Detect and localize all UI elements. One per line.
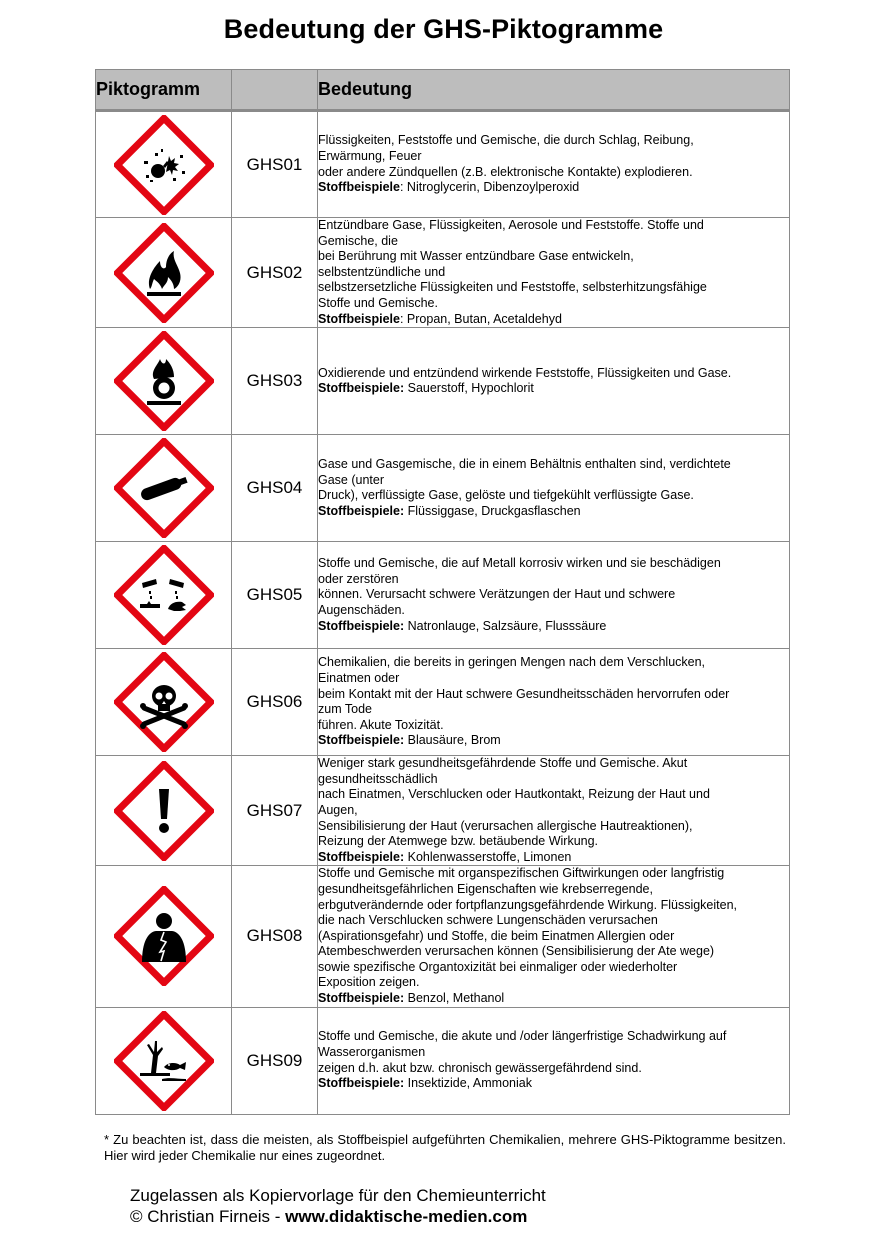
ghs-code: GHS04 bbox=[232, 435, 318, 542]
meaning-line: gesundheitsgefährlichen Eigenschaften wie krebserregende, bbox=[318, 881, 653, 896]
header-pictogram: Piktogramm bbox=[96, 70, 232, 111]
pictogram-cell bbox=[96, 866, 232, 1007]
table-row bbox=[96, 111, 790, 218]
examples-value: Propan, Butan, Acetaldehyd bbox=[406, 311, 562, 326]
flame-icon bbox=[114, 223, 214, 323]
header-code bbox=[232, 70, 318, 111]
table-row bbox=[96, 542, 790, 649]
meaning-line: selbstentzündliche und bbox=[318, 264, 446, 279]
meaning-cell bbox=[318, 542, 790, 649]
table-header-row bbox=[96, 70, 790, 111]
meaning-line: (Aspirationsgefahr) und Stoffe, die beim Einatmen Allergien oder bbox=[318, 928, 675, 943]
pictogram-cell bbox=[96, 542, 232, 649]
meaning-line: Chemikalien, die bereits in geringen Mengen nach dem Verschlucken, bbox=[318, 655, 706, 670]
ghs-code: GHS09 bbox=[232, 1007, 318, 1114]
ghs-table bbox=[95, 69, 790, 1115]
meaning-cell bbox=[318, 1007, 790, 1114]
meaning-line: Gase (unter bbox=[318, 472, 385, 487]
table-row bbox=[96, 435, 790, 542]
examples-label: Stoffbeispiele: bbox=[318, 733, 405, 748]
meaning-cell bbox=[318, 866, 790, 1007]
meaning-line: oder andere Zündquellen (z.B. elektronische Kontakte) explodieren. bbox=[318, 164, 693, 179]
flame-over-circle-icon bbox=[114, 331, 214, 431]
examples-label: Stoffbeispiele: bbox=[318, 618, 405, 633]
pictogram-cell bbox=[96, 111, 232, 218]
meaning-line: nach Einatmen, Verschlucken oder Hautkontakt, Reizung der Haut und bbox=[318, 787, 710, 802]
pictogram-cell bbox=[96, 649, 232, 756]
table-row bbox=[96, 866, 790, 1007]
meaning-cell bbox=[318, 756, 790, 866]
examples-line bbox=[318, 312, 789, 328]
examples-line bbox=[318, 991, 789, 1007]
examples-line bbox=[318, 180, 789, 196]
examples-line bbox=[318, 733, 789, 749]
pictogram-cell bbox=[96, 328, 232, 435]
meaning-line: Exposition zeigen. bbox=[318, 975, 420, 990]
pictogram-cell bbox=[96, 218, 232, 328]
examples-value: Insektizide, Ammoniak bbox=[407, 1076, 532, 1091]
footnote: * Zu beachten ist, dass die meisten, als Stoffbeispiel aufgeführten Chemikalien, mehrere GHS-Piktogramme besitzen. Hier wird jeder Chemikalie nur eines zugeordnet. bbox=[104, 1132, 786, 1163]
header-meaning: Bedeutung bbox=[318, 70, 790, 111]
health-hazard-icon bbox=[114, 886, 214, 986]
examples-separator: : bbox=[399, 180, 407, 195]
meaning-line: Augenschäden. bbox=[318, 602, 405, 617]
table-row bbox=[96, 756, 790, 866]
table-row bbox=[96, 649, 790, 756]
examples-label: Stoffbeispiele: bbox=[318, 503, 405, 518]
meaning-line: Stoffe und Gemische, die akute und /oder längerfristige Schadwirkung auf bbox=[318, 1029, 727, 1044]
meaning-line: Stoffe und Gemische, die auf Metall korrosiv wirken und sie beschädigen bbox=[318, 556, 721, 571]
footer-credit-line bbox=[130, 1206, 546, 1227]
pictogram-cell bbox=[96, 756, 232, 866]
ghs-code: GHS02 bbox=[232, 218, 318, 328]
meaning-line: Oxidierende und entzündend wirkende Feststoffe, Flüssigkeiten und Gase. bbox=[318, 365, 732, 380]
examples-line bbox=[318, 504, 789, 520]
meaning-line: Stoffe und Gemische mit organspezifischen Giftwirkungen oder langfristig bbox=[318, 866, 725, 881]
examples-label: Stoffbeispiele bbox=[318, 311, 400, 326]
examples-line bbox=[318, 619, 789, 635]
meaning-line: Weniger stark gesundheitsgefährdende Stoffe und Gemische. Akut bbox=[318, 756, 688, 771]
ghs-code: GHS06 bbox=[232, 649, 318, 756]
meaning-line: selbstzersetzliche Flüssigkeiten und Feststoffe, selbsterhitzungsfähige bbox=[318, 280, 707, 295]
exclamation-mark-icon bbox=[114, 761, 214, 861]
meaning-line: Atembeschwerden verursachen können (Sensibilisierung der Ate wege) bbox=[318, 944, 715, 959]
ghs-code: GHS01 bbox=[232, 111, 318, 218]
meaning-line: Stoffe und Gemische. bbox=[318, 295, 438, 310]
corrosion-icon bbox=[114, 545, 214, 645]
meaning-line: führen. Akute Toxizität. bbox=[318, 717, 444, 732]
meaning-line: Augen, bbox=[318, 802, 358, 817]
meaning-line: Druck), verflüssigte Gase, gelöste und tiefgekühlt verflüssigte Gase. bbox=[318, 488, 694, 503]
meaning-line: Gemische, die bbox=[318, 233, 398, 248]
footer-credit: © Christian Firneis - bbox=[130, 1207, 286, 1226]
ghs-code: GHS05 bbox=[232, 542, 318, 649]
table-row bbox=[96, 218, 790, 328]
meaning-line: Flüssigkeiten, Feststoffe und Gemische, die durch Schlag, Reibung, bbox=[318, 133, 694, 148]
ghs-code: GHS07 bbox=[232, 756, 318, 866]
table-row bbox=[96, 328, 790, 435]
examples-value: Flüssiggase, Druckgasflaschen bbox=[407, 503, 581, 518]
ghs-code: GHS03 bbox=[232, 328, 318, 435]
ghs-code: GHS08 bbox=[232, 866, 318, 1007]
meaning-line: Gase und Gasgemische, die in einem Behältnis enthalten sind, verdichtete bbox=[318, 456, 731, 471]
footer-url[interactable]: www.didaktische-medien.com bbox=[285, 1207, 528, 1226]
examples-value: Natronlauge, Salzsäure, Flusssäure bbox=[407, 618, 607, 633]
meaning-line: Sensibilisierung der Haut (verursachen allergische Hautreaktionen), bbox=[318, 818, 693, 833]
examples-value: Blausäure, Brom bbox=[407, 733, 501, 748]
gas-cylinder-icon bbox=[114, 438, 214, 538]
meaning-line: können. Verursacht schwere Verätzungen der Haut und schwere bbox=[318, 587, 676, 602]
examples-label: Stoffbeispiele: bbox=[318, 381, 405, 396]
meaning-line: beim Kontakt mit der Haut schwere Gesundheitsschäden hervorrufen oder bbox=[318, 686, 730, 701]
examples-line bbox=[318, 381, 789, 397]
page-title: Bedeutung der GHS-Piktogramme bbox=[223, 14, 664, 44]
meaning-line: Erwärmung, Feuer bbox=[318, 148, 422, 163]
meaning-cell bbox=[318, 328, 790, 435]
examples-label: Stoffbeispiele: bbox=[318, 849, 405, 864]
footer bbox=[130, 1185, 546, 1227]
meaning-line: sowie spezifische Organtoxizität bei einmaliger oder wiederholter bbox=[318, 959, 678, 974]
pictogram-cell bbox=[96, 435, 232, 542]
meaning-line: Entzündbare Gase, Flüssigkeiten, Aerosole und Feststoffe. Stoffe und bbox=[318, 218, 704, 232]
meaning-line: bei Berührung mit Wasser entzündbare Gase entwickeln, bbox=[318, 249, 634, 264]
examples-value: Benzol, Methanol bbox=[407, 991, 505, 1006]
meaning-cell bbox=[318, 218, 790, 328]
examples-line bbox=[318, 850, 789, 866]
meaning-line: die nach Verschlucken schwere Lungenschäden verursachen bbox=[318, 913, 658, 928]
meaning-line: zeigen d.h. akut bzw. chronisch gewässergefährdend sind. bbox=[318, 1060, 642, 1075]
meaning-cell bbox=[318, 435, 790, 542]
examples-value: Sauerstoff, Hypochlorit bbox=[407, 381, 534, 396]
skull-crossbones-icon bbox=[114, 652, 214, 752]
meaning-cell bbox=[318, 111, 790, 218]
footer-license: Zugelassen als Kopiervorlage für den Chemieunterricht bbox=[130, 1186, 546, 1205]
meaning-line: zum Tode bbox=[318, 702, 372, 717]
pictogram-cell bbox=[96, 1007, 232, 1114]
meaning-line: Einatmen oder bbox=[318, 670, 400, 685]
meaning-cell bbox=[318, 649, 790, 756]
examples-value: Nitroglycerin, Dibenzoylperoxid bbox=[406, 180, 580, 195]
meaning-line: Wasserorganismen bbox=[318, 1045, 426, 1060]
examples-label: Stoffbeispiele bbox=[318, 180, 400, 195]
environment-icon bbox=[114, 1011, 214, 1111]
table-row bbox=[96, 1007, 790, 1114]
examples-label: Stoffbeispiele: bbox=[318, 1076, 405, 1091]
examples-value: Kohlenwasserstoffe, Limonen bbox=[407, 849, 572, 864]
examples-line bbox=[318, 1076, 789, 1092]
meaning-line: Reizung der Atemwege bzw. betäubende Wirkung. bbox=[318, 834, 599, 849]
exploding-bomb-icon bbox=[114, 115, 214, 215]
meaning-line: gesundheitsschädlich bbox=[318, 771, 438, 786]
examples-label: Stoffbeispiele: bbox=[318, 991, 405, 1006]
meaning-line: erbgutverändernde oder fortpflanzungsgefährdende Wirkung. Flüssigkeiten, bbox=[318, 897, 738, 912]
meaning-line: oder zerstören bbox=[318, 571, 399, 586]
examples-separator: : bbox=[399, 311, 407, 326]
